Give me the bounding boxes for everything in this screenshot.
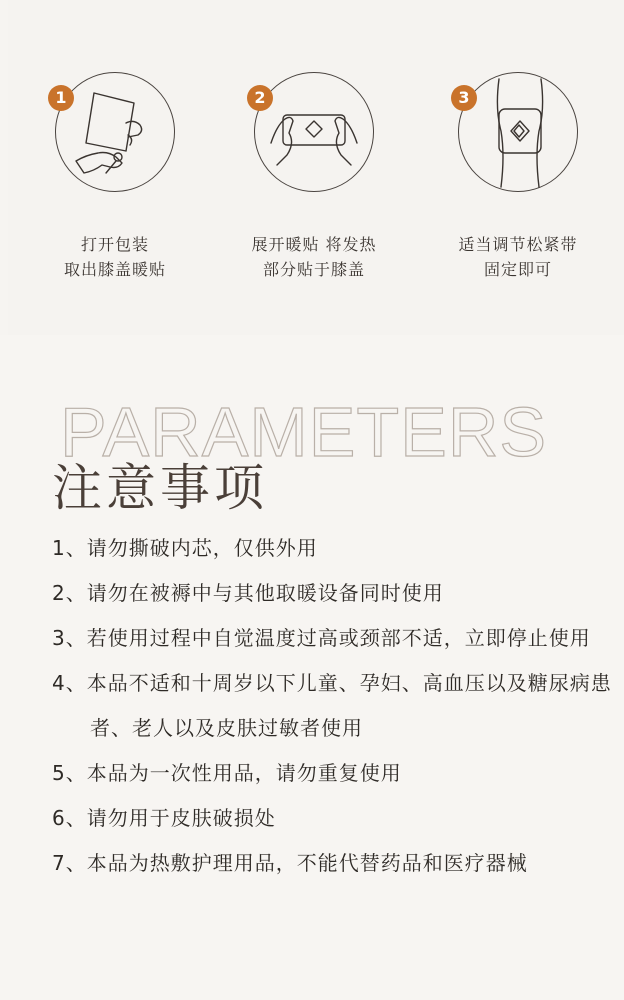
step-2-caption-line2: 部分贴于膝盖 (262, 260, 365, 279)
hands-opening-package-icon (56, 73, 174, 191)
list-item: 7、本品为热敷护理用品，不能代替药品和医疗器械 (52, 851, 528, 875)
step-number-badge: 2 (247, 85, 273, 111)
step-3-illustration (458, 72, 578, 192)
step-2-caption-line1: 展开暖贴 将发热 (251, 235, 377, 254)
list-item: 1、请勿撕破内芯，仅供外用 (52, 536, 318, 560)
step-number-badge: 1 (48, 85, 74, 111)
step-1-illustration (55, 72, 175, 192)
step-1 (15, 72, 215, 282)
step-1-caption-line1: 打开包装 (80, 235, 149, 254)
list-item: 2、请勿在被褥中与其他取暖设备同时使用 (52, 581, 444, 605)
step-3 (418, 72, 618, 282)
list-item: 5、本品为一次性用品，请勿重复使用 (52, 761, 402, 785)
step-2-illustration (254, 72, 374, 192)
step-3-caption-line2: 固定即可 (483, 260, 552, 279)
step-3-caption-line1: 适当调节松紧带 (458, 235, 578, 254)
list-item: 4、本品不适和十周岁以下儿童、孕妇、高血压以及糖尿病患者、老人以及皮肤过敏者使用 (52, 671, 612, 740)
step-3-caption (418, 232, 618, 282)
parameters-watermark: PARAMETERS (60, 393, 548, 471)
list-item: 3、若使用过程中自觉温度过高或颈部不适，立即停止使用 (52, 626, 591, 650)
notes-list (52, 526, 612, 886)
step-2-caption (214, 232, 414, 282)
hands-holding-patch-icon (255, 73, 373, 191)
step-2 (214, 72, 414, 282)
knee-with-patch-icon (459, 73, 577, 191)
step-1-caption-line2: 取出膝盖暖贴 (63, 260, 166, 279)
step-number-badge: 3 (451, 85, 477, 111)
section-title: 注意事项 (52, 459, 268, 517)
list-item: 6、请勿用于皮肤破损处 (52, 806, 276, 830)
step-1-caption (15, 232, 215, 282)
